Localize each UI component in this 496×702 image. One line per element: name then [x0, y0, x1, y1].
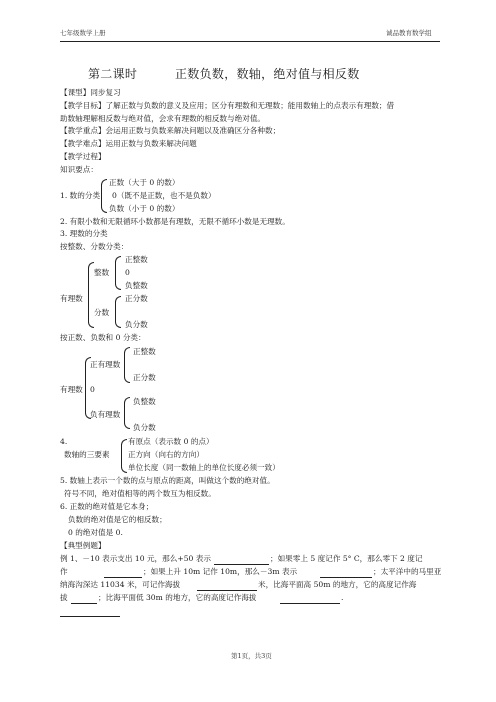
positive-fraction: 正分数	[125, 294, 148, 303]
negative-fraction: 负分数	[125, 320, 148, 329]
example-line4-start: 拔	[60, 593, 68, 602]
blank-2[interactable]	[104, 577, 142, 578]
example-line4-mid: ；比海平面低 30m 的地方，它的高度记作海拔	[98, 593, 257, 602]
sign-negative-integer: 负整数	[133, 397, 156, 406]
sign-negative-fraction: 负分数	[133, 423, 156, 432]
integer-brace	[115, 256, 121, 290]
by-type-heading: 按整数、分数分类：	[60, 242, 129, 251]
blank-1[interactable]	[214, 564, 269, 565]
header-divider	[60, 41, 440, 42]
lesson-number: 第二课时	[88, 67, 138, 81]
page-title: 正数负数，数轴，绝对值与相反数	[175, 67, 360, 81]
by-sign-rational: 有理数	[60, 385, 83, 394]
example-line3-end: 米，比海平面高 50m 的地方，它的高度记作海	[258, 580, 417, 589]
point-2: 2. 有限小数和无限循环小数都是有理数，无限不循环小数是无理数。	[60, 217, 290, 226]
example-line2-end: ；太平洋中的马里亚	[373, 567, 442, 576]
fraction-label: 分数	[94, 308, 110, 317]
example-line1-start: 例 1、－10 表示支出 10 元，那么+50 表示	[60, 554, 211, 563]
positive-number-def: 正数（大于 0 的数）	[109, 178, 180, 187]
point-6-line3: 0 的绝对值是 0.	[68, 528, 123, 537]
teaching-process: 【教学过程】	[60, 152, 106, 161]
example-line2-start: 作	[60, 567, 68, 576]
positive-rational-label: 正有理数	[90, 360, 121, 369]
positive-rational-brace	[124, 347, 130, 383]
number-line-direction: 正方向（向右的方向）	[128, 450, 204, 459]
blank-6[interactable]	[280, 603, 340, 604]
negative-rational-brace	[124, 397, 130, 429]
fraction-brace	[115, 296, 121, 328]
knowledge-points-heading: 知识要点：	[60, 165, 98, 174]
header-right: 诚品教育数学组	[386, 29, 432, 37]
number-line-label: 数轴的三要素	[64, 450, 110, 459]
example-heading: 【典型例题】	[60, 541, 106, 550]
negative-number-def: 负数（小于 0 的数）	[109, 204, 180, 213]
teaching-key-point: 【教学重点】会运用正数与负数来解决问题以及准确区分各种数；	[60, 126, 281, 135]
point-5-line1: 5. 数轴上表示一个数的点与原点的距离，叫做这个数的绝对值。	[60, 476, 275, 485]
point-6-line2: 负数的绝对值是它的相反数；	[68, 515, 167, 524]
example-line2-mid: ；如果上升 10m 记作 10m，那么－3m 表示	[143, 567, 298, 576]
teaching-goal-line1: 【教学目标】了解正数与负数的意义及应用；区分有理数和无理数；能用数轴上的点表示有理数；借	[60, 101, 395, 110]
zero-integer: 0	[125, 268, 130, 277]
positive-integer: 正整数	[125, 255, 148, 264]
blank-3[interactable]	[320, 577, 372, 578]
point-3: 3. 理数的分类	[60, 229, 108, 238]
zero-def: 0（既不是正数，也不是负数）	[112, 191, 216, 200]
example-line4-end: .	[341, 593, 344, 602]
by-sign-heading: 按正数、负数和 0 分类：	[60, 333, 146, 342]
teaching-goal-line2: 助数轴理解相反数与绝对值，会求有理数的相反数与绝对值。	[60, 114, 266, 123]
blank-5[interactable]	[71, 603, 97, 604]
classification-brace	[101, 179, 107, 213]
integer-label: 整数	[94, 268, 110, 277]
example-line3-start: 纳海沟深达 11034 米，可记作海拔	[60, 580, 181, 589]
lesson-type: 【课型】同步复习	[60, 88, 121, 97]
sign-positive-integer: 正整数	[133, 347, 156, 356]
teaching-difficulty: 【教学难点】运用正数与负数来解决问题	[60, 139, 197, 148]
number-line-brace	[121, 439, 127, 473]
number-line-origin: 有原点（表示数 0 的点）	[128, 437, 214, 446]
classification-label: 1. 数的分类	[60, 191, 101, 200]
blank-7[interactable]	[60, 616, 120, 617]
point-5-line2: 符号不同，绝对值相等的两个数互为相反数。	[64, 489, 216, 498]
point-4-number: 4.	[60, 437, 68, 446]
negative-integer: 负整数	[125, 281, 148, 290]
blank-4[interactable]	[197, 590, 257, 591]
by-type-rational: 有理数	[60, 294, 83, 303]
header-left: 七年级数学上册	[60, 29, 106, 37]
number-line-unit: 单位长度（同一数轴上的单位长度必须一致）	[128, 463, 280, 472]
point-6-line1: 6. 正数的绝对值是它本身；	[60, 502, 154, 511]
sign-zero: 0	[90, 385, 95, 394]
page-number: 第1页，共3页	[231, 652, 272, 660]
negative-rational-label: 负有理数	[90, 410, 121, 419]
sign-positive-fraction: 正分数	[133, 373, 156, 382]
example-line1-end: ；如果零上 5 度记作 5° C，那么零下 2 度记	[270, 554, 423, 563]
